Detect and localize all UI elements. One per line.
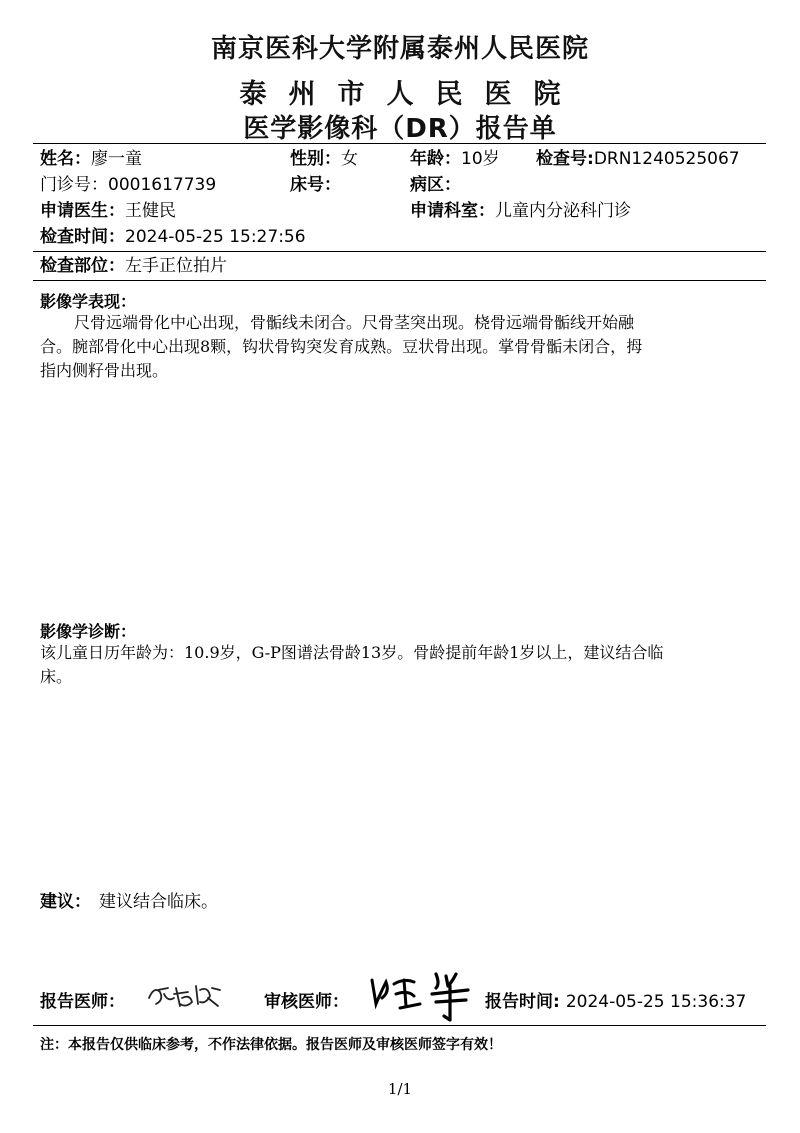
divider	[33, 143, 766, 144]
patient-age-label: 年龄：	[410, 149, 461, 169]
ward-field	[410, 173, 461, 197]
exam-part-label: 检查部位：	[40, 256, 125, 276]
page-number: 1/1	[387, 1080, 413, 1098]
exam-part: 左手正位拍片	[125, 256, 227, 276]
requesting-doctor: 王健民	[125, 201, 176, 221]
requesting-doctor-label: 申请医生：	[40, 201, 125, 221]
hospital-name-short: 泰州市人民医院	[239, 79, 583, 110]
disclaimer-note: 注：本报告仅供临床参考，不作法律依据。报告医师及审核医师签字有效！	[40, 1037, 502, 1053]
patient-sex: 女	[341, 149, 358, 169]
bed-field	[290, 173, 341, 197]
divider	[33, 251, 766, 252]
exam-number-field	[536, 147, 740, 171]
hospital-name: 南京医科大学附属泰州人民医院	[210, 34, 589, 64]
requesting-doctor-field	[40, 199, 176, 223]
clinic-number-field	[40, 173, 216, 197]
advice-label: 建议：	[40, 892, 91, 912]
clinic-number-label: 门诊号：	[40, 175, 108, 195]
divider	[33, 1025, 766, 1026]
diagnosis-text	[40, 641, 770, 689]
patient-sex-label: 性别：	[290, 149, 341, 169]
review-doctor-label-text: 审核医师：	[264, 992, 349, 1012]
requesting-dept-label: 申请科室：	[410, 201, 495, 221]
patient-age-field	[410, 147, 500, 171]
findings-line: 合。腕部骨化中心出现8颗，钩状骨钩突发育成熟。豆状骨出现。掌骨骨骺未闭合，拇	[40, 337, 643, 356]
report-doctor-label	[40, 990, 125, 1014]
ward-label: 病区：	[410, 175, 461, 195]
patient-age: 10岁	[461, 149, 500, 169]
requesting-dept: 儿童内分泌科门诊	[495, 201, 631, 221]
findings-heading: 影像学表现：	[40, 292, 137, 311]
review-doctor-signature	[364, 964, 482, 1026]
bed-label: 床号：	[290, 175, 341, 195]
clinic-number: 0001617739	[108, 175, 217, 195]
exam-number: DRN1240525067	[593, 149, 740, 169]
patient-name: 廖一童	[91, 149, 142, 169]
exam-part-field	[40, 254, 227, 278]
diagnosis-heading: 影像学诊断：	[40, 622, 137, 641]
divider	[33, 280, 766, 281]
report-time-label: 报告时间:	[485, 992, 560, 1012]
findings-text	[40, 311, 770, 383]
report-doctor-label-text: 报告医师：	[40, 992, 125, 1012]
patient-sex-field	[290, 147, 358, 171]
exam-time-label: 检查时间：	[40, 227, 125, 247]
report-title: 医学影像科（DR）报告单	[243, 114, 557, 144]
exam-time: 2024-05-25 15:27:56	[125, 227, 306, 247]
report-doctor-signature	[146, 978, 226, 1012]
advice-field	[40, 890, 218, 914]
diagnosis-line: 床。	[40, 667, 73, 686]
exam-time-field	[40, 225, 306, 249]
diagnosis-line: 该儿童日历年龄为：10.9岁，G-P图谱法骨龄13岁。骨龄提前年龄1岁以上，建议结合临	[40, 643, 664, 662]
review-doctor-label	[264, 990, 349, 1014]
report-time-field	[485, 990, 746, 1014]
requesting-dept-field	[410, 199, 631, 223]
patient-name-label: 姓名：	[40, 149, 91, 169]
patient-name-field	[40, 147, 142, 171]
findings-line: 指内侧籽骨出现。	[40, 361, 169, 380]
findings-line: 尺骨远端骨化中心出现，骨骺线未闭合。尺骨茎突出现。桡骨远端骨骺线开始融	[74, 313, 635, 332]
advice-text: 建议结合临床。	[99, 892, 218, 912]
report-time: 2024-05-25 15:36:37	[565, 992, 747, 1012]
exam-number-label: 检查号:	[536, 149, 594, 169]
